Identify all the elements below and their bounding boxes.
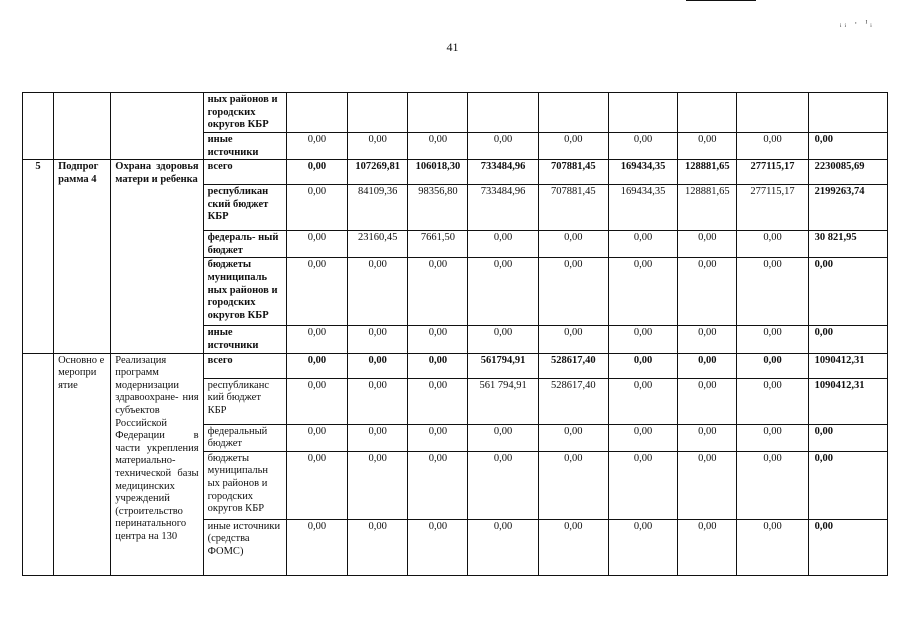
value-cell: 0,00 [408, 326, 468, 353]
value-cell: 733484,96 [468, 160, 538, 185]
value-cell: 7661,50 [408, 231, 468, 258]
value-cell: 0,00 [608, 451, 677, 519]
value-cell: 0,00 [678, 231, 737, 258]
value-cell: 0,00 [468, 258, 538, 326]
value-cell: 0,00 [678, 424, 737, 451]
value-cell: 128881,65 [678, 185, 737, 231]
value-cell [348, 93, 408, 133]
value-cell: 0,00 [286, 133, 347, 160]
num-cell: 5 [23, 160, 54, 353]
value-cell: 169434,35 [608, 185, 677, 231]
value-cell: 0,00 [286, 185, 347, 231]
value-cell: 0,00 [678, 326, 737, 353]
value-cell: 0,00 [348, 519, 408, 575]
total-cell: 1090412,31 [808, 353, 887, 378]
value-cell: 0,00 [408, 519, 468, 575]
value-cell: 0,00 [678, 451, 737, 519]
total-cell: 30 821,95 [808, 231, 887, 258]
value-cell: 0,00 [737, 258, 808, 326]
value-cell: 0,00 [737, 353, 808, 378]
value-cell: 0,00 [468, 519, 538, 575]
name-cell [111, 93, 203, 160]
value-cell: 98356,80 [408, 185, 468, 231]
corner-marks: ᵢᵢ · ᴵᵢ [840, 18, 875, 28]
value-cell: 0,00 [737, 519, 808, 575]
source-cell: федераль- ный бюджет [203, 231, 286, 258]
value-cell: 106018,30 [408, 160, 468, 185]
value-cell: 0,00 [678, 519, 737, 575]
value-cell: 0,00 [608, 353, 677, 378]
value-cell: 0,00 [678, 133, 737, 160]
table-row [23, 353, 888, 378]
value-cell: 169434,35 [608, 160, 677, 185]
value-cell: 0,00 [538, 424, 608, 451]
value-cell [608, 93, 677, 133]
value-cell: 0,00 [608, 378, 677, 424]
value-cell: 0,00 [286, 160, 347, 185]
value-cell: 0,00 [468, 231, 538, 258]
source-cell: федеральный бюджет [203, 424, 286, 451]
source-cell: всего [203, 353, 286, 378]
value-cell: 0,00 [737, 451, 808, 519]
num-cell [23, 353, 54, 575]
value-cell: 23160,45 [348, 231, 408, 258]
total-cell: 0,00 [808, 519, 887, 575]
total-cell: 0,00 [808, 258, 887, 326]
value-cell: 0,00 [348, 326, 408, 353]
value-cell: 0,00 [468, 133, 538, 160]
value-cell [678, 93, 737, 133]
value-cell: 0,00 [608, 231, 677, 258]
value-cell: 0,00 [608, 133, 677, 160]
total-cell: 2230085,69 [808, 160, 887, 185]
value-cell: 0,00 [737, 378, 808, 424]
value-cell: 0,00 [468, 451, 538, 519]
value-cell: 0,00 [608, 424, 677, 451]
value-cell: 128881,65 [678, 160, 737, 185]
total-cell: 2199263,74 [808, 185, 887, 231]
status-cell [54, 93, 111, 160]
source-cell: иные источники [203, 326, 286, 353]
value-cell [737, 93, 808, 133]
value-cell: 561794,91 [468, 353, 538, 378]
total-cell: 1090412,31 [808, 378, 887, 424]
source-cell: бюджеты муниципальн ых районов и городских округов КБР [203, 451, 286, 519]
value-cell [538, 93, 608, 133]
value-cell: 0,00 [538, 519, 608, 575]
value-cell: 0,00 [678, 258, 737, 326]
value-cell: 0,00 [737, 326, 808, 353]
total-cell [808, 93, 887, 133]
value-cell: 0,00 [608, 519, 677, 575]
value-cell [286, 93, 347, 133]
value-cell: 0,00 [286, 519, 347, 575]
value-cell: 0,00 [608, 258, 677, 326]
value-cell: 0,00 [286, 451, 347, 519]
total-cell: 0,00 [808, 451, 887, 519]
name-cell: Реализация программ модернизации здравоохране- ния субъектов Российской Федерации в части укрепления материально- технической базы медицинских учреждений (строительство перинатального центра на 130 [111, 353, 203, 575]
value-cell: 0,00 [538, 326, 608, 353]
total-cell: 0,00 [808, 326, 887, 353]
value-cell: 561 794,91 [468, 378, 538, 424]
source-cell: бюджеты муниципаль ных районов и городских округов КБР [203, 258, 286, 326]
value-cell: 0,00 [408, 353, 468, 378]
table-row [23, 160, 888, 185]
value-cell: 0,00 [348, 258, 408, 326]
value-cell: 0,00 [538, 133, 608, 160]
value-cell: 0,00 [678, 353, 737, 378]
value-cell: 0,00 [538, 258, 608, 326]
status-cell: Основно е меропри ятие [54, 353, 111, 575]
value-cell: 107269,81 [348, 160, 408, 185]
table-row [23, 93, 888, 133]
value-cell: 0,00 [468, 326, 538, 353]
value-cell: 84109,36 [348, 185, 408, 231]
value-cell: 277115,17 [737, 185, 808, 231]
value-cell: 0,00 [538, 231, 608, 258]
source-cell: всего [203, 160, 286, 185]
value-cell [408, 93, 468, 133]
total-cell: 0,00 [808, 424, 887, 451]
source-cell: иные источники [203, 133, 286, 160]
corner-rule [686, 0, 756, 1]
value-cell: 0,00 [286, 258, 347, 326]
value-cell: 0,00 [286, 353, 347, 378]
value-cell: 733484,96 [468, 185, 538, 231]
value-cell: 0,00 [408, 451, 468, 519]
status-cell: Подпрог рамма 4 [54, 160, 111, 353]
source-cell: иные источники (средства ФОМС) [203, 519, 286, 575]
value-cell: 0,00 [348, 424, 408, 451]
value-cell: 0,00 [737, 424, 808, 451]
value-cell: 528617,40 [538, 353, 608, 378]
value-cell: 0,00 [286, 231, 347, 258]
num-cell [23, 93, 54, 160]
value-cell: 0,00 [408, 424, 468, 451]
value-cell: 0,00 [678, 378, 737, 424]
page-number: 41 [446, 40, 459, 54]
value-cell: 0,00 [408, 133, 468, 160]
value-cell: 0,00 [286, 378, 347, 424]
value-cell: 0,00 [286, 326, 347, 353]
total-cell: 0,00 [808, 133, 887, 160]
name-cell: Охрана здоровья матери и ребенка [111, 160, 203, 353]
budget-table [22, 92, 888, 576]
value-cell: 528617,40 [538, 378, 608, 424]
value-cell: 0,00 [737, 231, 808, 258]
value-cell: 0,00 [608, 326, 677, 353]
value-cell: 707881,45 [538, 185, 608, 231]
source-cell: республикан ский бюджет КБР [203, 185, 286, 231]
value-cell: 0,00 [468, 424, 538, 451]
value-cell [468, 93, 538, 133]
value-cell: 0,00 [286, 424, 347, 451]
source-cell: республиканс кий бюджет КБР [203, 378, 286, 424]
value-cell: 0,00 [348, 133, 408, 160]
value-cell: 0,00 [348, 378, 408, 424]
value-cell: 277115,17 [737, 160, 808, 185]
source-cell: ных районов и городских округов КБР [203, 93, 286, 133]
value-cell: 0,00 [408, 258, 468, 326]
value-cell: 0,00 [538, 451, 608, 519]
value-cell: 0,00 [737, 133, 808, 160]
value-cell: 0,00 [348, 353, 408, 378]
value-cell: 0,00 [348, 451, 408, 519]
value-cell: 0,00 [408, 378, 468, 424]
value-cell: 707881,45 [538, 160, 608, 185]
